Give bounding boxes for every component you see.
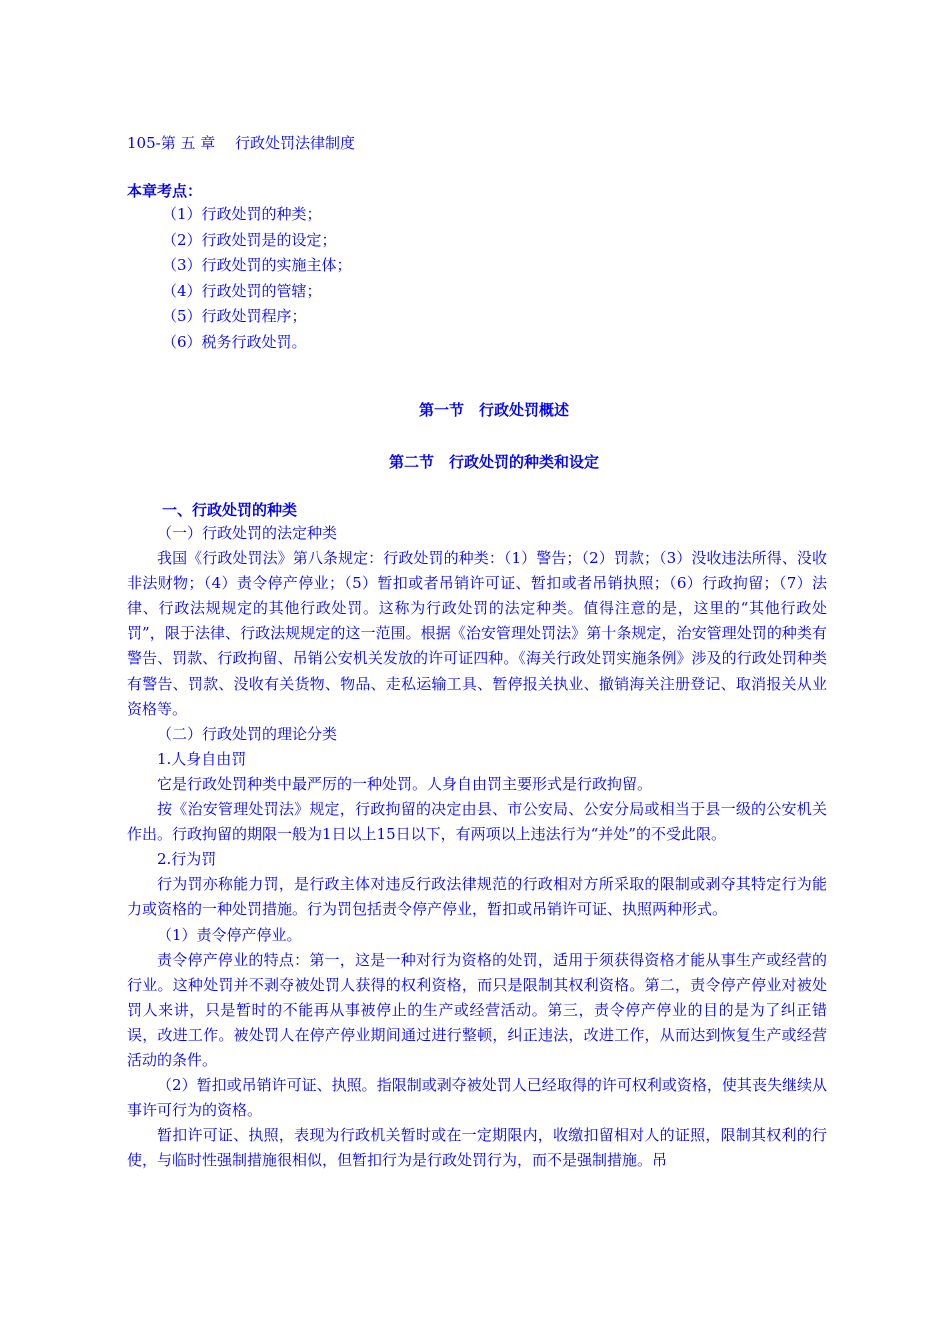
key-point-item: （4）行政处罚的管辖； bbox=[162, 281, 322, 300]
section-heading-2: 第二节 行政处罚的种类和设定 bbox=[388, 453, 599, 471]
key-point-item: （5）行政处罚程序； bbox=[162, 307, 307, 326]
paragraph: （一）行政处罚的法定种类 bbox=[157, 524, 338, 542]
paragraph: 1.人身自由罚 bbox=[157, 749, 247, 768]
paragraph: 它是行政处罚种类中最严厉的一种处罚。人身自由罚主要形式是行政拘留。 bbox=[157, 774, 653, 793]
paragraph: （2）暂扣或吊销许可证、执照。指限制或剥夺被处罚人已经取得的许可权利或资格，使其丧失继续从事许可行为的资格。 bbox=[127, 1076, 827, 1120]
paragraph: 责令停产停业的特点：第一，这是一种对行为资格的处罚，适用于须获得资格才能从事生产或经营的行业。这种处罚并不剥夺被处罚人获得的权利资格，而只是限制其权利资格。第二，责令停产停业对被处罚人来讲，只是暂时的不能再从事被停止的生产或经营活动。第三，责令停产停业的目的是为了纠正错误，改进工作。被处罚人在停产停业期间通过进行整顿，纠正违法，改进工作，从而达到恢复生产或经营活动的条件。 bbox=[127, 950, 827, 1069]
key-point-item: （3）行政处罚的实施主体； bbox=[162, 256, 352, 275]
document-title: 105-第 五 章 行政处罚法律制度 bbox=[127, 134, 356, 152]
subsection-heading: 一、行政处罚的种类 bbox=[162, 501, 298, 519]
paragraph: 行为罚亦称能力罚，是行政主体对违反行政法律规范的行政相对方所采取的限制或剥夺其特定行为能力或资格的一种处罚措施。行为罚包括责令停产停业，暂扣或吊销许可证、执照两种形式。 bbox=[127, 875, 827, 919]
paragraph: 2.行为罚 bbox=[157, 850, 217, 869]
paragraph: 我国《行政处罚法》第八条规定：行政处罚的种类：（1）警告；（2）罚款；（3）没收违法所得、没收非法财物；（4）责令停产停业；（5）暂扣或者吊销许可证、暂扣或者吊销执照；（6）行政拘留；（7）法律、行政法规规定的其他行政处罚。这称为行政处罚的法定种类。值得注意的是，这里的“其他行政处罚”，限于法律、行政法规规定的这一范围。根据《治安管理处罚法》第十条规定，治安管理处罚的种类有警告、罚款、行政拘留、吊销公安机关发放的许可证四种。《海关行政处罚实施条例》涉及的行政处罚种类有警告、罚款、没收有关货物、物品、走私运输工具、暂停报关执业、撤销海关注册登记、取消报关从业资格等。 bbox=[127, 549, 827, 718]
paragraph: 按《治安管理处罚法》规定，行政拘留的决定由县、市公安局、公安分局或相当于县一级的公安机关作出。行政拘留的期限一般为1日以上15日以下，有两项以上违法行为“并处”的不受此限。 bbox=[127, 800, 827, 844]
section-heading-1: 第一节 行政处罚概述 bbox=[418, 401, 569, 419]
paragraph: （1）责令停产停业。 bbox=[157, 925, 302, 944]
paragraph: 暂扣许可证、执照，表现为行政机关暂时或在一定期限内，收缴扣留相对人的证照，限制其权利的行使，与临时性强制措施很相似，但暂扣行为是行政处罚行为，而不是强制措施。吊 bbox=[127, 1126, 827, 1170]
key-point-item: （6）税务行政处罚。 bbox=[162, 332, 307, 351]
key-points-list bbox=[162, 202, 352, 356]
paragraph: （二）行政处罚的理论分类 bbox=[157, 724, 338, 743]
body-text bbox=[127, 521, 827, 1173]
key-point-item: （1）行政处罚的种类； bbox=[162, 205, 322, 223]
key-point-item: （2）行政处罚是的设定； bbox=[162, 230, 337, 249]
key-points-title: 本章考点： bbox=[127, 182, 203, 200]
